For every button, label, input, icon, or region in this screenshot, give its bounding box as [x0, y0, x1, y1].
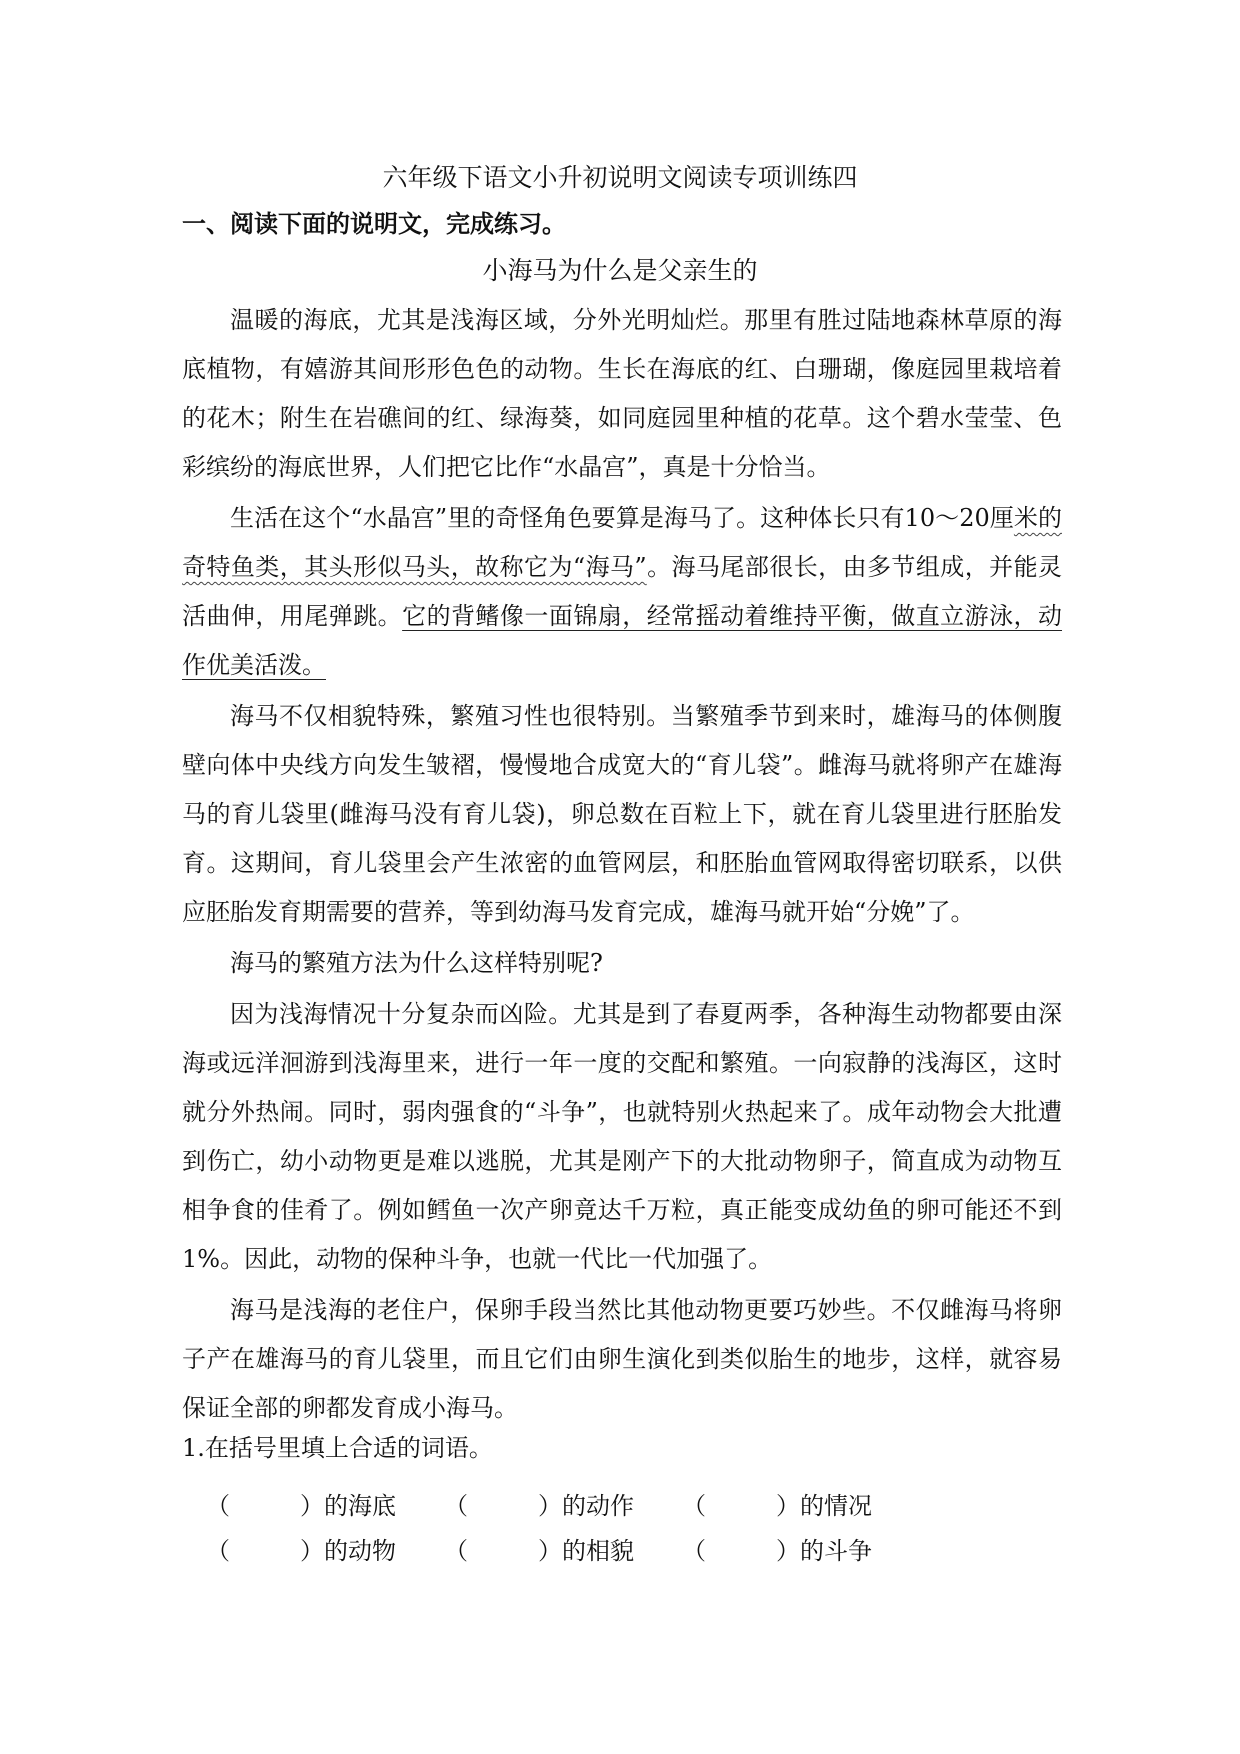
paren-close: ） — [300, 1537, 324, 1565]
paren-open: （ — [206, 1492, 230, 1520]
paren-close: ） — [776, 1537, 800, 1565]
paragraph-3: 海马不仅相貌特殊，繁殖习性也很特别。当繁殖季节到来时，雄海马的体侧腹壁向体中央线方向发生皱褶，慢慢地合成宽大的“育儿袋”。雌海马就将卵产在雄海马的育儿袋里(雌海马没有育儿袋)，卵总数在百粒上下，就在育儿袋里进行胚胎发育。这期间，育儿袋里会产生浓密的血管网层，和胚胎血管网取得密切联系，以供应胚胎发育期需要的营养，等到幼海马发育完成，雄海马就开始“分娩”了。 — [182, 702, 1062, 926]
paren-open: （ — [444, 1492, 468, 1520]
blank-word: 的海底 — [324, 1492, 396, 1520]
blank-word: 的动物 — [324, 1537, 396, 1565]
blank-word: 的动作 — [562, 1492, 634, 1520]
fill-blank-item — [682, 1490, 920, 1522]
fill-blank-row-2 — [206, 1535, 920, 1567]
blank-word: 的情况 — [800, 1492, 872, 1520]
fill-blank-item — [206, 1535, 444, 1567]
paragraph-4: 海马的繁殖方法为什么这样特别呢? — [230, 949, 603, 977]
paragraph-5: 因为浅海情况十分复杂而凶险。尤其是到了春夏两季，各种海生动物都要由深海或远洋洄游到浅海里来，进行一年一度的交配和繁殖。一向寂静的浅海区，这时就分外热闹。同时，弱肉强食的“斗争”，也就特别火热起来了。成年动物会大批遭到伤亡，幼小动物更是难以逃脱，尤其是刚产下的大批动物卵子，简直成为动物互相争食的佳肴了。例如鳕鱼一次产卵竟达千万粒，真正能变成幼鱼的卵可能还不到1%。因此，动物的保种斗争，也就一代比一代加强了。 — [182, 1000, 1062, 1273]
paren-open: （ — [206, 1537, 230, 1565]
paren-open: （ — [682, 1537, 706, 1565]
blank-word: 的相貌 — [562, 1537, 634, 1565]
underlined-sentence: 它的背鳍像一面锦扇，经常摇动着维持平衡，做直立游泳，动作优美活泼。 — [182, 602, 1063, 679]
fill-blank-row-1 — [206, 1490, 920, 1522]
fill-blank-item — [444, 1535, 682, 1567]
paren-open: （ — [444, 1537, 468, 1565]
fill-blank-item — [206, 1490, 444, 1522]
section-heading: 一、阅读下面的说明文，完成练习。 — [182, 210, 566, 238]
paren-open: （ — [682, 1492, 706, 1520]
paragraph-2-middle: 。海马尾部很长，由多节组成，并能灵活曲伸，用尾弹跳。 — [182, 553, 1062, 630]
document-title: 六年级下语文小升初说明文阅读专项训练四 — [382, 163, 858, 192]
blank-word: 的斗争 — [800, 1537, 872, 1565]
paren-close: ） — [538, 1537, 562, 1565]
paragraph-2 — [182, 494, 1062, 690]
paren-close: ） — [538, 1492, 562, 1520]
fill-blank-item — [444, 1490, 682, 1522]
paren-close: ） — [300, 1492, 324, 1520]
wavy-underlined-sentence: 米的奇特鱼类，其头形似马头，故称它为“海马” — [182, 504, 1062, 581]
paragraph-2-intro: 生活在这个“水晶宫”里的奇怪角色要算是海马了。这种体长只有10～20厘 — [230, 504, 1014, 532]
article-title: 小海马为什么是父亲生的 — [482, 256, 758, 285]
question-1-prompt: 1.在括号里填上合适的词语。 — [182, 1434, 493, 1462]
paragraph-1: 温暖的海底，尤其是浅海区域，分外光明灿烂。那里有胜过陆地森林草原的海底植物，有嬉游其间形形色色的动物。生长在海底的红、白珊瑚，像庭园里栽培着的花木；附生在岩礁间的红、绿海葵，如同庭园里种植的花草。这个碧水莹莹、色彩缤纷的海底世界，人们把它比作“水晶宫”，真是十分恰当。 — [182, 306, 1062, 481]
paragraph-6: 海马是浅海的老住户，保卵手段当然比其他动物更要巧妙些。不仅雌海马将卵子产在雄海马的育儿袋里，而且它们由卵生演化到类似胎生的地步，这样，就容易保证全部的卵都发育成小海马。 — [182, 1296, 1062, 1422]
article-body — [182, 296, 1062, 1435]
paren-close: ） — [776, 1492, 800, 1520]
fill-blank-item — [682, 1535, 920, 1567]
